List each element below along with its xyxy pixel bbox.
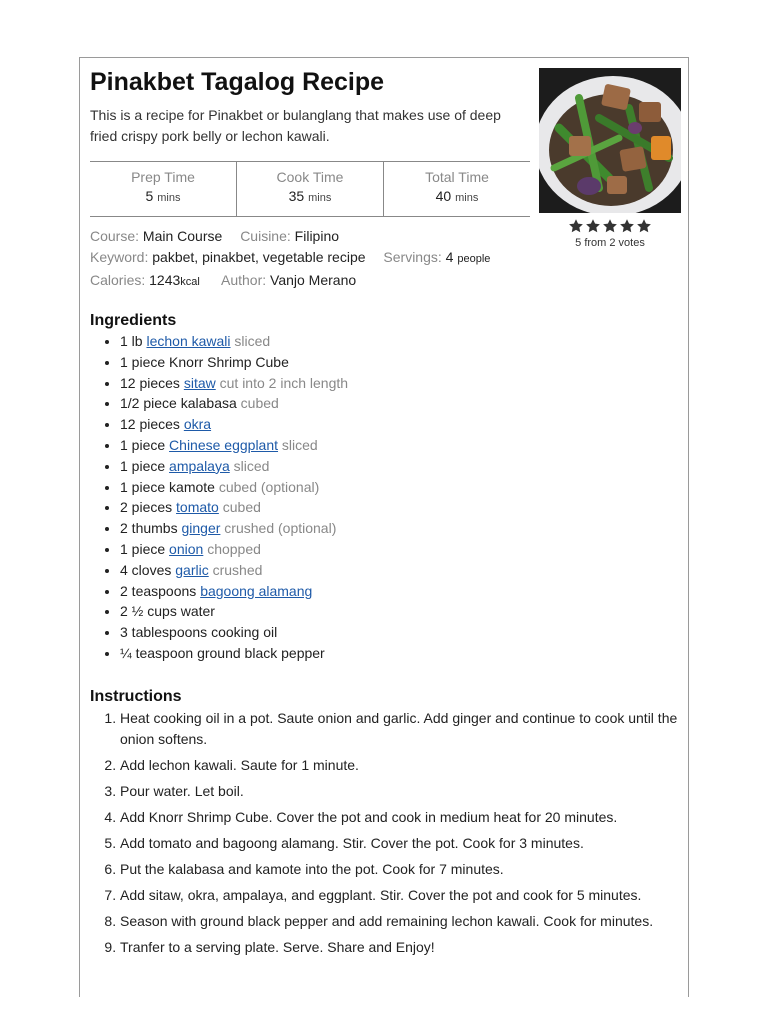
keyword-label: Keyword: <box>90 249 149 265</box>
prep-time-unit: mins <box>157 192 181 204</box>
ingredient-link[interactable]: bagoong alamang <box>200 582 313 599</box>
ingredient-amount: 1 lb <box>120 333 143 349</box>
prep-time-value: 5 <box>145 188 154 204</box>
ingredient-item <box>120 643 680 664</box>
ingredient-item <box>120 352 680 373</box>
star-rating[interactable] <box>539 218 681 234</box>
ingredient-amount: 2 thumbs <box>120 520 178 537</box>
ingredient-item <box>120 601 680 622</box>
ingredient-amount: 2 pieces <box>120 499 173 516</box>
ingredient-link[interactable]: lechon kawali <box>146 333 231 349</box>
ingredient-item <box>120 581 680 602</box>
ingredient-link[interactable]: sitaw <box>183 374 216 391</box>
instruction-step: 6. Put the kalabasa and kamote into the pot. Cook for 7 minutes. <box>120 859 690 880</box>
recipe-times <box>90 161 530 217</box>
ingredient-amount: 1 piece <box>120 540 166 557</box>
ingredient-item <box>120 393 680 414</box>
ingredient-link[interactable]: okra <box>183 416 212 433</box>
ingredient-amount: 1 piece <box>120 353 166 370</box>
instruction-step: 9. Tranfer to a serving plate. Serve. Share and Enjoy! <box>120 937 690 958</box>
ingredient-name: cooking oil <box>211 624 278 641</box>
author-value: Vanjo Merano <box>270 272 357 288</box>
ingredient-note: chopped <box>207 540 261 557</box>
ingredient-link[interactable]: ampalaya <box>169 457 230 474</box>
calories-unit: kcal <box>180 276 200 288</box>
ingredient-item <box>120 497 680 518</box>
ingredient-link[interactable]: Chinese eggplant <box>169 436 279 453</box>
ingredient-item <box>120 539 680 560</box>
ingredient-name: ground black pepper <box>197 644 325 661</box>
ingredient-amount: 12 pieces <box>120 416 180 433</box>
total-time-unit: mins <box>455 192 479 204</box>
ingredient-amount: 1 piece <box>120 436 166 453</box>
servings-label: Servings: <box>383 249 442 265</box>
calories-value: 1243 <box>149 272 181 288</box>
ingredient-amount: 1 piece <box>120 457 166 474</box>
star-icon[interactable] <box>619 218 635 234</box>
instruction-step: 7. Add sitaw, okra, ampalaya, and eggplant. Stir. Cover the pot and cook for 5 minutes. <box>120 885 690 906</box>
course-label: Course: <box>90 228 140 244</box>
ingredient-item <box>120 414 680 435</box>
recipe-photo <box>539 68 681 213</box>
instructions-list <box>90 708 690 963</box>
ingredient-note: cubed <box>222 499 261 516</box>
ingredient-amount: 12 pieces <box>120 374 180 391</box>
ingredient-name: Knorr Shrimp Cube <box>169 353 289 370</box>
instruction-step: 1. Heat cooking oil in a pot. Saute onion and garlic. Add ginger and continue to cook until the onion softens. <box>120 708 690 749</box>
instruction-step: 5. Add tomato and bagoong alamang. Stir. Cover the pot. Cook for 3 minutes. <box>120 833 690 854</box>
ingredient-item <box>120 560 680 581</box>
cook-time-value: 35 <box>288 188 305 204</box>
ingredient-amount: 1/2 piece <box>120 395 177 412</box>
ingredient-item <box>120 518 680 539</box>
ingredient-note: sliced <box>234 333 271 349</box>
ingredient-amount: ¼ teaspoon <box>120 644 194 661</box>
author-label: Author: <box>220 272 267 288</box>
total-time <box>383 162 530 216</box>
star-icon[interactable] <box>602 218 618 234</box>
ingredient-amount: 3 tablespoons <box>120 624 208 641</box>
cook-time-unit: mins <box>308 192 332 204</box>
ingredient-item <box>120 456 680 477</box>
keyword-value: pakbet, pinakbet, vegetable recipe <box>152 249 366 265</box>
ingredient-link[interactable]: tomato <box>176 499 219 516</box>
instruction-step: 2. Add lechon kawali. Saute for 1 minute. <box>120 755 690 776</box>
prep-time <box>90 162 236 216</box>
ingredient-name: water <box>180 603 215 620</box>
ingredient-item <box>120 373 680 394</box>
prep-time-label: Prep Time <box>131 169 195 185</box>
ingredient-note: crushed <box>212 561 263 578</box>
ingredient-amount: 2 teaspoons <box>120 582 197 599</box>
total-time-value: 40 <box>435 188 452 204</box>
ingredient-note: sliced <box>233 457 270 474</box>
ingredient-link[interactable]: garlic <box>175 561 209 578</box>
ingredients-heading: Ingredients <box>90 312 177 329</box>
ingredient-name: kalabasa <box>180 395 237 412</box>
recipe-summary: This is a recipe for Pinakbet or bulanglang that makes use of deep fried crispy pork belly or lechon kawali. <box>90 107 501 144</box>
servings-value: 4 <box>445 249 454 265</box>
star-icon[interactable] <box>585 218 601 234</box>
star-icon[interactable] <box>636 218 652 234</box>
ingredient-note: cut into 2 inch length <box>219 374 349 391</box>
recipe-rating <box>539 218 681 249</box>
rating-votes: 5 from 2 votes <box>575 237 645 249</box>
instruction-step: 4. Add Knorr Shrimp Cube. Cover the pot and cook in medium heat for 20 minutes. <box>120 807 690 828</box>
servings-unit: people <box>457 253 491 265</box>
course-value: Main Course <box>142 228 223 244</box>
instruction-step: 3. Pour water. Let boil. <box>120 781 690 802</box>
ingredients-list <box>90 331 680 664</box>
ingredient-item <box>120 435 680 456</box>
cuisine-value: Filipino <box>294 228 340 244</box>
ingredient-note: sliced <box>281 436 318 453</box>
cuisine-label: Cuisine: <box>240 228 291 244</box>
instruction-step: 8. Season with ground black pepper and add remaining lechon kawali. Cook for minutes. <box>120 911 690 932</box>
ingredient-item <box>120 622 680 643</box>
ingredient-item <box>120 477 680 498</box>
ingredient-amount: 2 ½ cups <box>120 603 177 620</box>
cook-time <box>236 162 383 216</box>
ingredient-amount: 1 piece <box>120 478 166 495</box>
recipe-title: Pinakbet Tagalog Recipe <box>90 68 385 96</box>
total-time-label: Total Time <box>425 169 489 185</box>
ingredient-name: kamote <box>169 478 215 495</box>
instructions-heading: Instructions <box>90 688 182 705</box>
ingredient-note: crushed (optional) <box>224 520 337 537</box>
ingredient-link[interactable]: ginger <box>181 520 221 537</box>
ingredient-item <box>120 331 680 352</box>
star-icon[interactable] <box>568 218 584 234</box>
ingredient-link[interactable]: onion <box>169 540 204 557</box>
ingredient-note: cubed (optional) <box>218 478 320 495</box>
recipe-card <box>79 57 689 997</box>
recipe-meta <box>90 226 530 293</box>
calories-label: Calories: <box>90 272 146 288</box>
ingredient-amount: 4 cloves <box>120 561 172 578</box>
ingredient-note: cubed <box>240 395 279 412</box>
cook-time-label: Cook Time <box>276 169 344 185</box>
